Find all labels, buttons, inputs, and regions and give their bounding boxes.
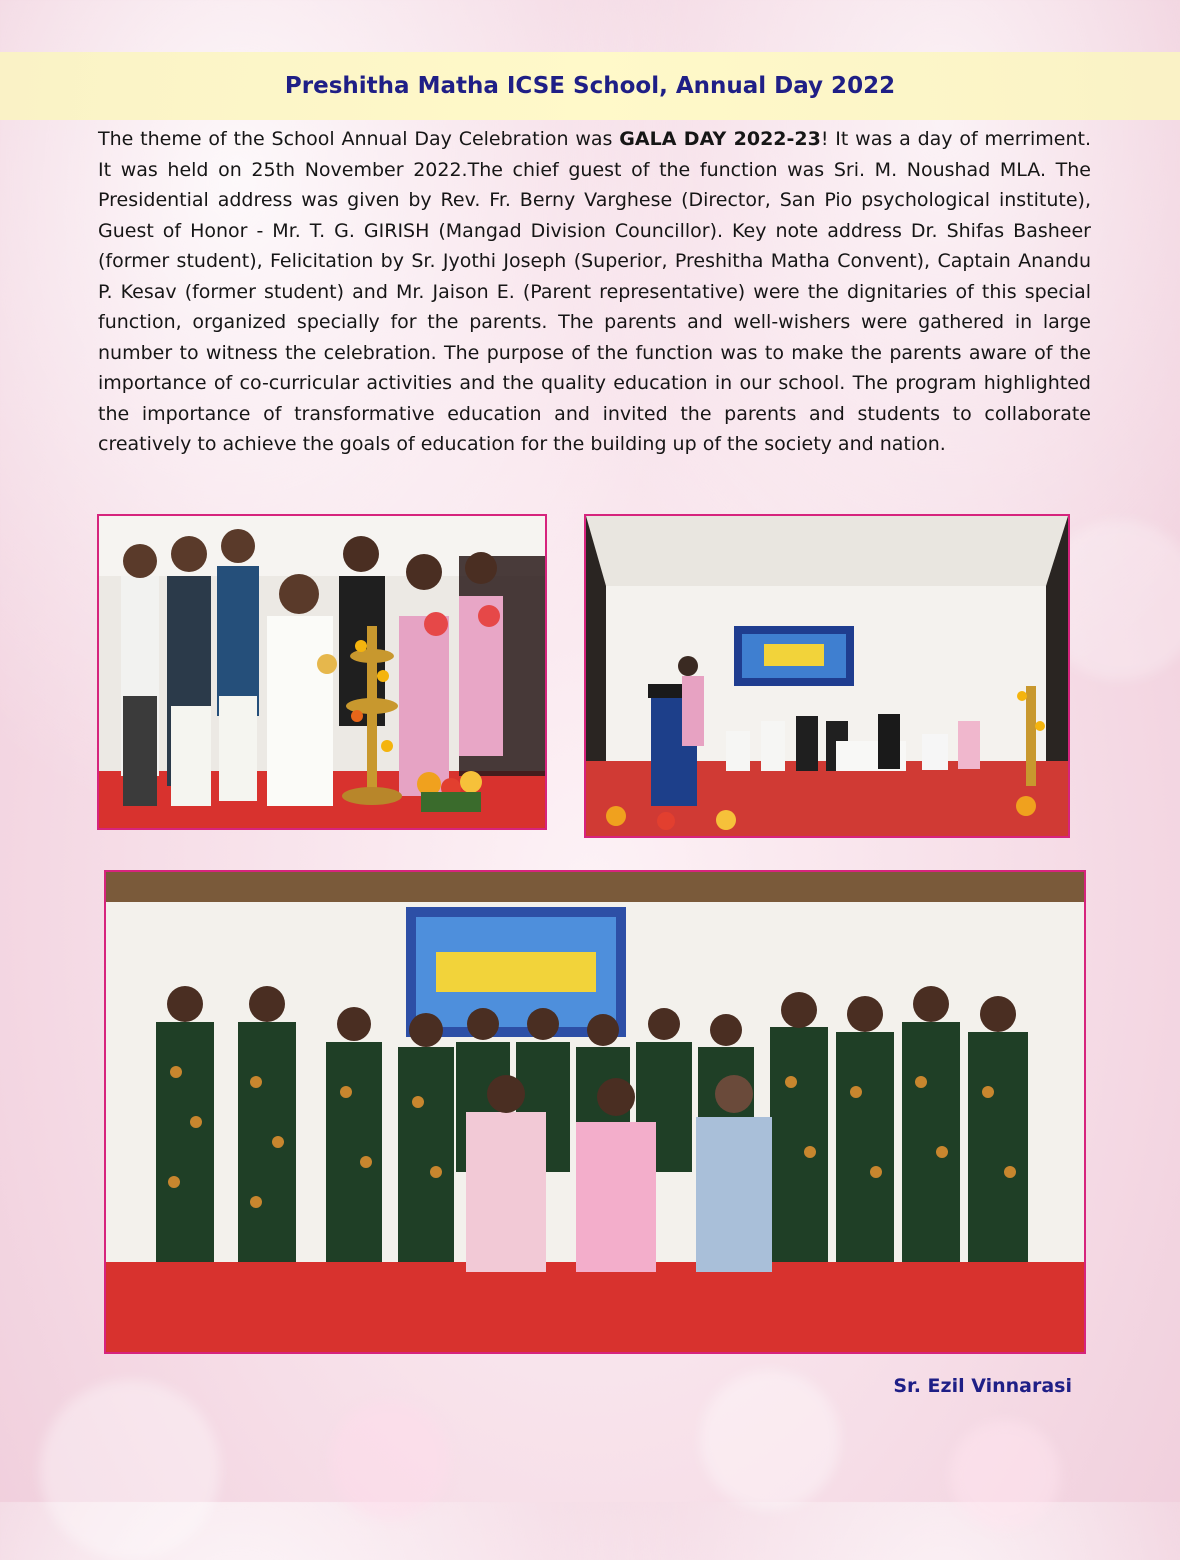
body-text-part-2: ! It was a day of merriment. It was held on 25th November 2022.The chief guest of the function was Sri. M. Noushad MLA. The Presidential address was given by Rev. Fr. Berny Varghese (Director, San Pio psychological institute), Guest of Honor - Mr. T. G. GIRISH (Mangad Division Councillor). Key note address Dr. Shifas Basheer (former student), Felicitation by Sr. Jyothi Joseph (Superior, Preshitha Matha Convent), Captain Anandu P. Kesav (former student) and Mr. Jaison E. (Parent representative) were the dignitaries of this special function, organized specially for the parents. The parents and well-wishers were gathered in large number to witness the celebration. The purpose of the function was to make the parents aware of the importance of co-curricular activities and the quality education in our school. The program highlighted the importance of transformative education and invited the parents and students to collaborate creatively to achieve the goals of education for the building up of the society and nation.	[98, 128, 1092, 455]
background-bokeh	[330, 1400, 450, 1520]
background-bokeh	[700, 1370, 840, 1510]
photo-stage-speech-illustration	[586, 516, 1068, 836]
author-signature: Sr. Ezil Vinnarasi	[893, 1375, 1072, 1397]
background-bokeh	[950, 1420, 1060, 1530]
photo-group-teachers	[104, 870, 1086, 1354]
photo-stage-speech	[584, 514, 1070, 838]
photo-lamp-lighting	[97, 514, 547, 830]
photo-lamp-lighting-illustration	[99, 516, 545, 828]
page-title: Preshitha Matha ICSE School, Annual Day 2022	[284, 73, 896, 99]
article-body	[98, 124, 1091, 460]
background-bokeh	[40, 1380, 220, 1560]
theme-highlight: GALA DAY 2022-23	[619, 128, 821, 150]
body-text-part-1: The theme of the School Annual Day Celebration was	[98, 128, 620, 150]
photo-group-teachers-illustration	[106, 872, 1084, 1352]
